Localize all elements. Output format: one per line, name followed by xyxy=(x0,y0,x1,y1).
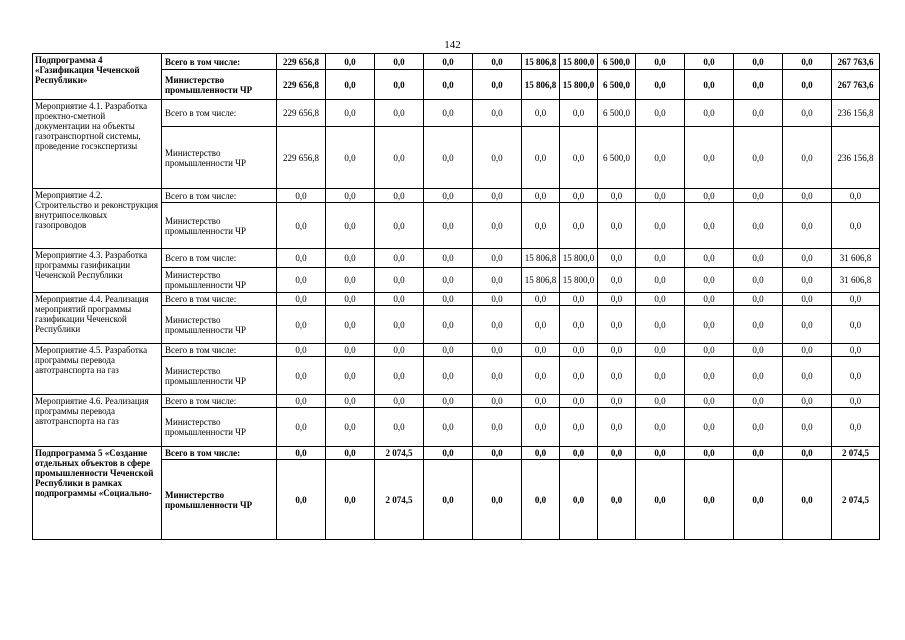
value-cell: 0,0 xyxy=(783,189,832,203)
value-cell: 229 656,8 xyxy=(277,54,326,70)
value-cell: 0,0 xyxy=(326,203,375,249)
value-cell: 0,0 xyxy=(560,293,598,306)
value-cell: 2 074,5 xyxy=(375,447,424,460)
value-cell: 0,0 xyxy=(473,70,522,100)
total-cell: 0,0 xyxy=(832,189,880,203)
value-cell: 0,0 xyxy=(636,344,685,357)
value-cell: 0,0 xyxy=(734,447,783,460)
value-cell: 0,0 xyxy=(685,408,734,447)
funding-source-label: Министерство промышленности ЧР xyxy=(162,70,277,100)
value-cell: 0,0 xyxy=(560,344,598,357)
value-cell: 0,0 xyxy=(560,395,598,408)
value-cell: 0,0 xyxy=(560,100,598,127)
row-title: Подпрограмма 4 «Газификация Чеченской Республики» xyxy=(33,54,162,100)
value-cell: 0,0 xyxy=(636,54,685,70)
table-row xyxy=(33,344,880,357)
funding-source-label: Всего в том числе: xyxy=(162,249,277,268)
funding-source-label: Министерство промышленности ЧР xyxy=(162,127,277,189)
value-cell: 0,0 xyxy=(636,203,685,249)
value-cell: 0,0 xyxy=(598,408,636,447)
total-cell: 267 763,6 xyxy=(832,70,880,100)
total-cell: 0,0 xyxy=(832,306,880,344)
value-cell: 0,0 xyxy=(522,293,560,306)
value-cell: 6 500,0 xyxy=(598,100,636,127)
value-cell: 0,0 xyxy=(473,447,522,460)
value-cell: 0,0 xyxy=(277,189,326,203)
value-cell: 0,0 xyxy=(424,357,473,395)
value-cell: 0,0 xyxy=(424,395,473,408)
table-row xyxy=(33,54,880,70)
value-cell: 229 656,8 xyxy=(277,127,326,189)
value-cell: 0,0 xyxy=(598,268,636,293)
value-cell: 15 806,8 xyxy=(522,70,560,100)
value-cell: 0,0 xyxy=(424,54,473,70)
value-cell: 0,0 xyxy=(277,293,326,306)
value-cell: 0,0 xyxy=(560,408,598,447)
value-cell: 0,0 xyxy=(734,408,783,447)
value-cell: 0,0 xyxy=(734,344,783,357)
value-cell: 0,0 xyxy=(636,189,685,203)
value-cell: 0,0 xyxy=(424,189,473,203)
value-cell: 0,0 xyxy=(522,203,560,249)
row-title: Мероприятие 4.1. Разработка проектно-сметной документации на объекты газотранспортной системы, проведение госэкспертизы xyxy=(33,100,162,189)
value-cell: 0,0 xyxy=(473,395,522,408)
value-cell: 0,0 xyxy=(685,268,734,293)
value-cell: 0,0 xyxy=(277,203,326,249)
row-title: Мероприятие 4.2. Строительство и реконструкция внутрипоселковых газопроводов xyxy=(33,189,162,249)
value-cell: 0,0 xyxy=(375,127,424,189)
value-cell: 0,0 xyxy=(598,293,636,306)
table-row xyxy=(33,249,880,268)
table-row xyxy=(33,189,880,203)
total-cell: 31 606,8 xyxy=(832,268,880,293)
value-cell: 0,0 xyxy=(560,203,598,249)
value-cell: 0,0 xyxy=(326,306,375,344)
value-cell: 0,0 xyxy=(598,460,636,540)
total-cell: 2 074,5 xyxy=(832,447,880,460)
funding-source-label: Всего в том числе: xyxy=(162,100,277,127)
value-cell: 0,0 xyxy=(277,344,326,357)
funding-source-label: Всего в том числе: xyxy=(162,344,277,357)
budget-table xyxy=(32,53,880,540)
value-cell: 0,0 xyxy=(560,306,598,344)
row-title: Мероприятие 4.6. Реализация программы перевода автотранспорта на газ xyxy=(33,395,162,447)
funding-source-label: Всего в том числе: xyxy=(162,54,277,70)
total-cell: 0,0 xyxy=(832,357,880,395)
value-cell: 0,0 xyxy=(783,460,832,540)
value-cell: 0,0 xyxy=(473,127,522,189)
value-cell: 0,0 xyxy=(734,249,783,268)
row-title: Мероприятие 4.3. Разработка программы газификации Чеченской Республики xyxy=(33,249,162,293)
funding-source-label: Министерство промышленности ЧР xyxy=(162,306,277,344)
value-cell: 0,0 xyxy=(560,189,598,203)
value-cell: 0,0 xyxy=(636,268,685,293)
funding-source-label: Министерство промышленности ЧР xyxy=(162,460,277,540)
value-cell: 0,0 xyxy=(424,70,473,100)
value-cell: 0,0 xyxy=(424,408,473,447)
value-cell: 2 074,5 xyxy=(375,460,424,540)
funding-source-label: Министерство промышленности ЧР xyxy=(162,268,277,293)
value-cell: 0,0 xyxy=(277,268,326,293)
value-cell: 0,0 xyxy=(522,395,560,408)
value-cell: 0,0 xyxy=(685,306,734,344)
total-cell: 0,0 xyxy=(832,293,880,306)
value-cell: 0,0 xyxy=(685,357,734,395)
value-cell: 0,0 xyxy=(636,249,685,268)
value-cell: 0,0 xyxy=(734,189,783,203)
value-cell: 0,0 xyxy=(598,344,636,357)
table-row xyxy=(33,395,880,408)
value-cell: 0,0 xyxy=(277,306,326,344)
value-cell: 0,0 xyxy=(375,203,424,249)
value-cell: 0,0 xyxy=(277,460,326,540)
value-cell: 0,0 xyxy=(326,460,375,540)
value-cell: 15 800,0 xyxy=(560,249,598,268)
value-cell: 0,0 xyxy=(326,249,375,268)
value-cell: 0,0 xyxy=(734,395,783,408)
total-cell: 236 156,8 xyxy=(832,127,880,189)
value-cell: 0,0 xyxy=(783,100,832,127)
value-cell: 0,0 xyxy=(685,70,734,100)
value-cell: 0,0 xyxy=(473,306,522,344)
value-cell: 0,0 xyxy=(473,100,522,127)
value-cell: 0,0 xyxy=(685,293,734,306)
row-title: Мероприятие 4.4. Реализация мероприятий программы газификации Чеченской Республики xyxy=(33,293,162,344)
value-cell: 0,0 xyxy=(424,447,473,460)
value-cell: 0,0 xyxy=(636,127,685,189)
value-cell: 0,0 xyxy=(375,357,424,395)
funding-source-label: Всего в том числе: xyxy=(162,447,277,460)
value-cell: 0,0 xyxy=(685,189,734,203)
value-cell: 0,0 xyxy=(636,460,685,540)
value-cell: 0,0 xyxy=(375,395,424,408)
total-cell: 0,0 xyxy=(832,344,880,357)
value-cell: 6 500,0 xyxy=(598,127,636,189)
value-cell: 0,0 xyxy=(598,357,636,395)
value-cell: 0,0 xyxy=(375,70,424,100)
value-cell: 0,0 xyxy=(473,408,522,447)
value-cell: 0,0 xyxy=(424,460,473,540)
value-cell: 0,0 xyxy=(375,249,424,268)
value-cell: 0,0 xyxy=(375,344,424,357)
table-row xyxy=(33,100,880,127)
value-cell: 0,0 xyxy=(424,293,473,306)
value-cell: 0,0 xyxy=(473,293,522,306)
value-cell: 0,0 xyxy=(783,127,832,189)
funding-source-label: Всего в том числе: xyxy=(162,189,277,203)
funding-source-label: Всего в том числе: xyxy=(162,395,277,408)
value-cell: 15 800,0 xyxy=(560,268,598,293)
value-cell: 0,0 xyxy=(522,460,560,540)
value-cell: 0,0 xyxy=(734,100,783,127)
value-cell: 0,0 xyxy=(783,344,832,357)
funding-source-label: Министерство промышленности ЧР xyxy=(162,408,277,447)
value-cell: 0,0 xyxy=(424,100,473,127)
value-cell: 0,0 xyxy=(326,189,375,203)
value-cell: 0,0 xyxy=(473,357,522,395)
value-cell: 0,0 xyxy=(783,447,832,460)
value-cell: 0,0 xyxy=(522,100,560,127)
value-cell: 0,0 xyxy=(685,249,734,268)
value-cell: 0,0 xyxy=(375,293,424,306)
value-cell: 0,0 xyxy=(685,100,734,127)
value-cell: 0,0 xyxy=(783,306,832,344)
value-cell: 0,0 xyxy=(424,203,473,249)
value-cell: 0,0 xyxy=(326,293,375,306)
value-cell: 0,0 xyxy=(685,203,734,249)
total-cell: 236 156,8 xyxy=(832,100,880,127)
value-cell: 0,0 xyxy=(473,344,522,357)
row-title: Мероприятие 4.5. Разработка программы перевода автотранспорта на газ xyxy=(33,344,162,395)
value-cell: 0,0 xyxy=(734,268,783,293)
value-cell: 0,0 xyxy=(636,357,685,395)
value-cell: 15 806,8 xyxy=(522,268,560,293)
value-cell: 0,0 xyxy=(277,447,326,460)
value-cell: 0,0 xyxy=(560,460,598,540)
value-cell: 0,0 xyxy=(685,395,734,408)
value-cell: 0,0 xyxy=(522,306,560,344)
value-cell: 0,0 xyxy=(473,268,522,293)
value-cell: 0,0 xyxy=(326,54,375,70)
value-cell: 0,0 xyxy=(375,100,424,127)
value-cell: 0,0 xyxy=(473,189,522,203)
value-cell: 0,0 xyxy=(636,306,685,344)
value-cell: 0,0 xyxy=(734,127,783,189)
value-cell: 0,0 xyxy=(685,447,734,460)
value-cell: 0,0 xyxy=(734,293,783,306)
value-cell: 0,0 xyxy=(424,306,473,344)
funding-source-label: Всего в том числе: xyxy=(162,293,277,306)
value-cell: 0,0 xyxy=(424,127,473,189)
value-cell: 0,0 xyxy=(277,408,326,447)
value-cell: 0,0 xyxy=(424,249,473,268)
value-cell: 0,0 xyxy=(636,408,685,447)
value-cell: 0,0 xyxy=(424,268,473,293)
value-cell: 0,0 xyxy=(598,249,636,268)
value-cell: 0,0 xyxy=(598,189,636,203)
value-cell: 15 800,0 xyxy=(560,70,598,100)
table-row xyxy=(33,293,880,306)
value-cell: 0,0 xyxy=(326,268,375,293)
value-cell: 0,0 xyxy=(522,408,560,447)
value-cell: 0,0 xyxy=(783,203,832,249)
value-cell: 0,0 xyxy=(685,460,734,540)
value-cell: 0,0 xyxy=(598,447,636,460)
value-cell: 0,0 xyxy=(522,357,560,395)
value-cell: 0,0 xyxy=(375,189,424,203)
funding-source-label: Министерство промышленности ЧР xyxy=(162,203,277,249)
value-cell: 0,0 xyxy=(326,70,375,100)
value-cell: 0,0 xyxy=(685,127,734,189)
value-cell: 0,0 xyxy=(685,344,734,357)
value-cell: 0,0 xyxy=(636,395,685,408)
value-cell: 0,0 xyxy=(473,249,522,268)
value-cell: 15 800,0 xyxy=(560,54,598,70)
value-cell: 0,0 xyxy=(783,70,832,100)
value-cell: 15 806,8 xyxy=(522,249,560,268)
value-cell: 229 656,8 xyxy=(277,70,326,100)
value-cell: 6 500,0 xyxy=(598,70,636,100)
table-row xyxy=(33,447,880,460)
value-cell: 0,0 xyxy=(783,268,832,293)
page-number: 142 xyxy=(444,39,461,51)
value-cell: 0,0 xyxy=(326,100,375,127)
value-cell: 0,0 xyxy=(598,395,636,408)
value-cell: 15 806,8 xyxy=(522,54,560,70)
funding-source-label: Министерство промышленности ЧР xyxy=(162,357,277,395)
value-cell: 0,0 xyxy=(734,460,783,540)
value-cell: 0,0 xyxy=(277,395,326,408)
value-cell: 0,0 xyxy=(734,203,783,249)
value-cell: 0,0 xyxy=(326,344,375,357)
value-cell: 0,0 xyxy=(734,306,783,344)
value-cell: 0,0 xyxy=(560,357,598,395)
value-cell: 0,0 xyxy=(783,54,832,70)
value-cell: 0,0 xyxy=(326,395,375,408)
value-cell: 0,0 xyxy=(424,344,473,357)
value-cell: 0,0 xyxy=(522,344,560,357)
value-cell: 0,0 xyxy=(473,54,522,70)
total-cell: 0,0 xyxy=(832,408,880,447)
value-cell: 0,0 xyxy=(473,203,522,249)
total-cell: 31 606,8 xyxy=(832,249,880,268)
total-cell: 0,0 xyxy=(832,203,880,249)
value-cell: 0,0 xyxy=(375,408,424,447)
value-cell: 0,0 xyxy=(783,293,832,306)
value-cell: 0,0 xyxy=(636,100,685,127)
value-cell: 0,0 xyxy=(734,357,783,395)
value-cell: 0,0 xyxy=(636,293,685,306)
value-cell: 0,0 xyxy=(277,357,326,395)
value-cell: 0,0 xyxy=(783,408,832,447)
value-cell: 229 656,8 xyxy=(277,100,326,127)
row-title: Подпрограмма 5 «Создание отдельных объектов в сфере промышленности Чеченской Республики в рамках подпрограммы «Социально- xyxy=(33,447,162,540)
value-cell: 0,0 xyxy=(522,189,560,203)
value-cell: 0,0 xyxy=(560,447,598,460)
value-cell: 0,0 xyxy=(473,460,522,540)
total-cell: 267 763,6 xyxy=(832,54,880,70)
value-cell: 6 500,0 xyxy=(598,54,636,70)
value-cell: 0,0 xyxy=(636,447,685,460)
total-cell: 2 074,5 xyxy=(832,460,880,540)
value-cell: 0,0 xyxy=(783,249,832,268)
value-cell: 0,0 xyxy=(326,447,375,460)
value-cell: 0,0 xyxy=(522,127,560,189)
value-cell: 0,0 xyxy=(734,70,783,100)
value-cell: 0,0 xyxy=(326,357,375,395)
value-cell: 0,0 xyxy=(783,395,832,408)
value-cell: 0,0 xyxy=(560,127,598,189)
value-cell: 0,0 xyxy=(277,249,326,268)
value-cell: 0,0 xyxy=(636,70,685,100)
total-cell: 0,0 xyxy=(832,395,880,408)
value-cell: 0,0 xyxy=(326,127,375,189)
value-cell: 0,0 xyxy=(783,357,832,395)
value-cell: 0,0 xyxy=(598,203,636,249)
value-cell: 0,0 xyxy=(685,54,734,70)
value-cell: 0,0 xyxy=(375,54,424,70)
value-cell: 0,0 xyxy=(522,447,560,460)
value-cell: 0,0 xyxy=(598,306,636,344)
value-cell: 0,0 xyxy=(326,408,375,447)
value-cell: 0,0 xyxy=(375,268,424,293)
value-cell: 0,0 xyxy=(734,54,783,70)
value-cell: 0,0 xyxy=(375,306,424,344)
